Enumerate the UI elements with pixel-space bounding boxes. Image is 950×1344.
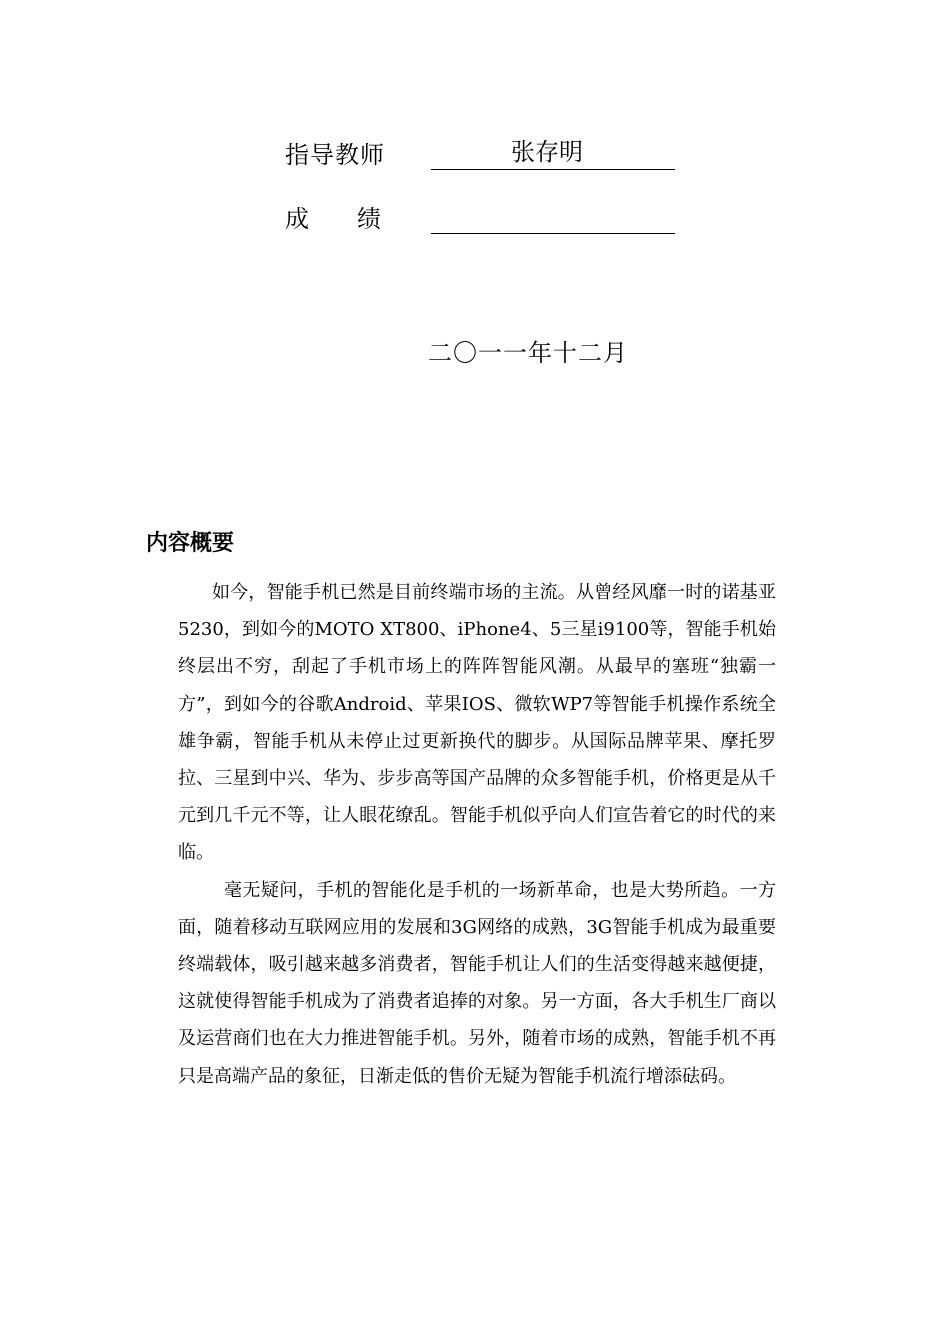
advisor-label: 指导教师 [285,141,385,169]
summary-paragraph-2: 毫无疑问，手机的智能化是手机的一场新革命，也是大势所趋。一方面，随着移动互联网应用的发展和3G网络的成熟，3G智能手机成为最重要终端载体，吸引越来越多消费者，智能手机让人们的生活变得越来越便捷，这就使得智能手机成为了消费者追捧的对象。另一方面，各大手机生厂商以及运营商们也在大力推进智能手机。另外，随着市场的成熟，智能手机不再只是高端产品的象征，日渐走低的售价无疑为智能手机流行增添砝码。 [178,879,776,1087]
summary-body [178,574,776,1095]
advisor-name: 张存明 [431,136,675,170]
grade-label: 成绩 [285,205,429,233]
grade-value [431,200,675,234]
summary-paragraph-1: 如今，智能手机已然是目前终端市场的主流。从曾经风靡一时的诺基亚5230，到如今的MOTO XT800、iPhone4、5三星i9100等，智能手机始终层出不穷，刮起了手机市场上的阵阵智能风潮。从最早的塞班“独霸一方”，到如今的谷歌Android、苹果IOS、微软WP7等智能手机操作系统全雄争霸，智能手机从未停止过更新换代的脚步。从国际品牌苹果、摩托罗拉、三星到中兴、华为、步步高等国产品牌的众多智能手机，价格更是从千元到几千元不等，让人眼花缭乱。智能手机似乎向人们宣告着它的时代的来临。 [178,582,776,864]
advisor-row [285,130,675,170]
summary-heading: 内容概要 [146,531,235,556]
cover-date: 二〇一一年十二月 [428,339,628,367]
grade-row [285,194,675,234]
